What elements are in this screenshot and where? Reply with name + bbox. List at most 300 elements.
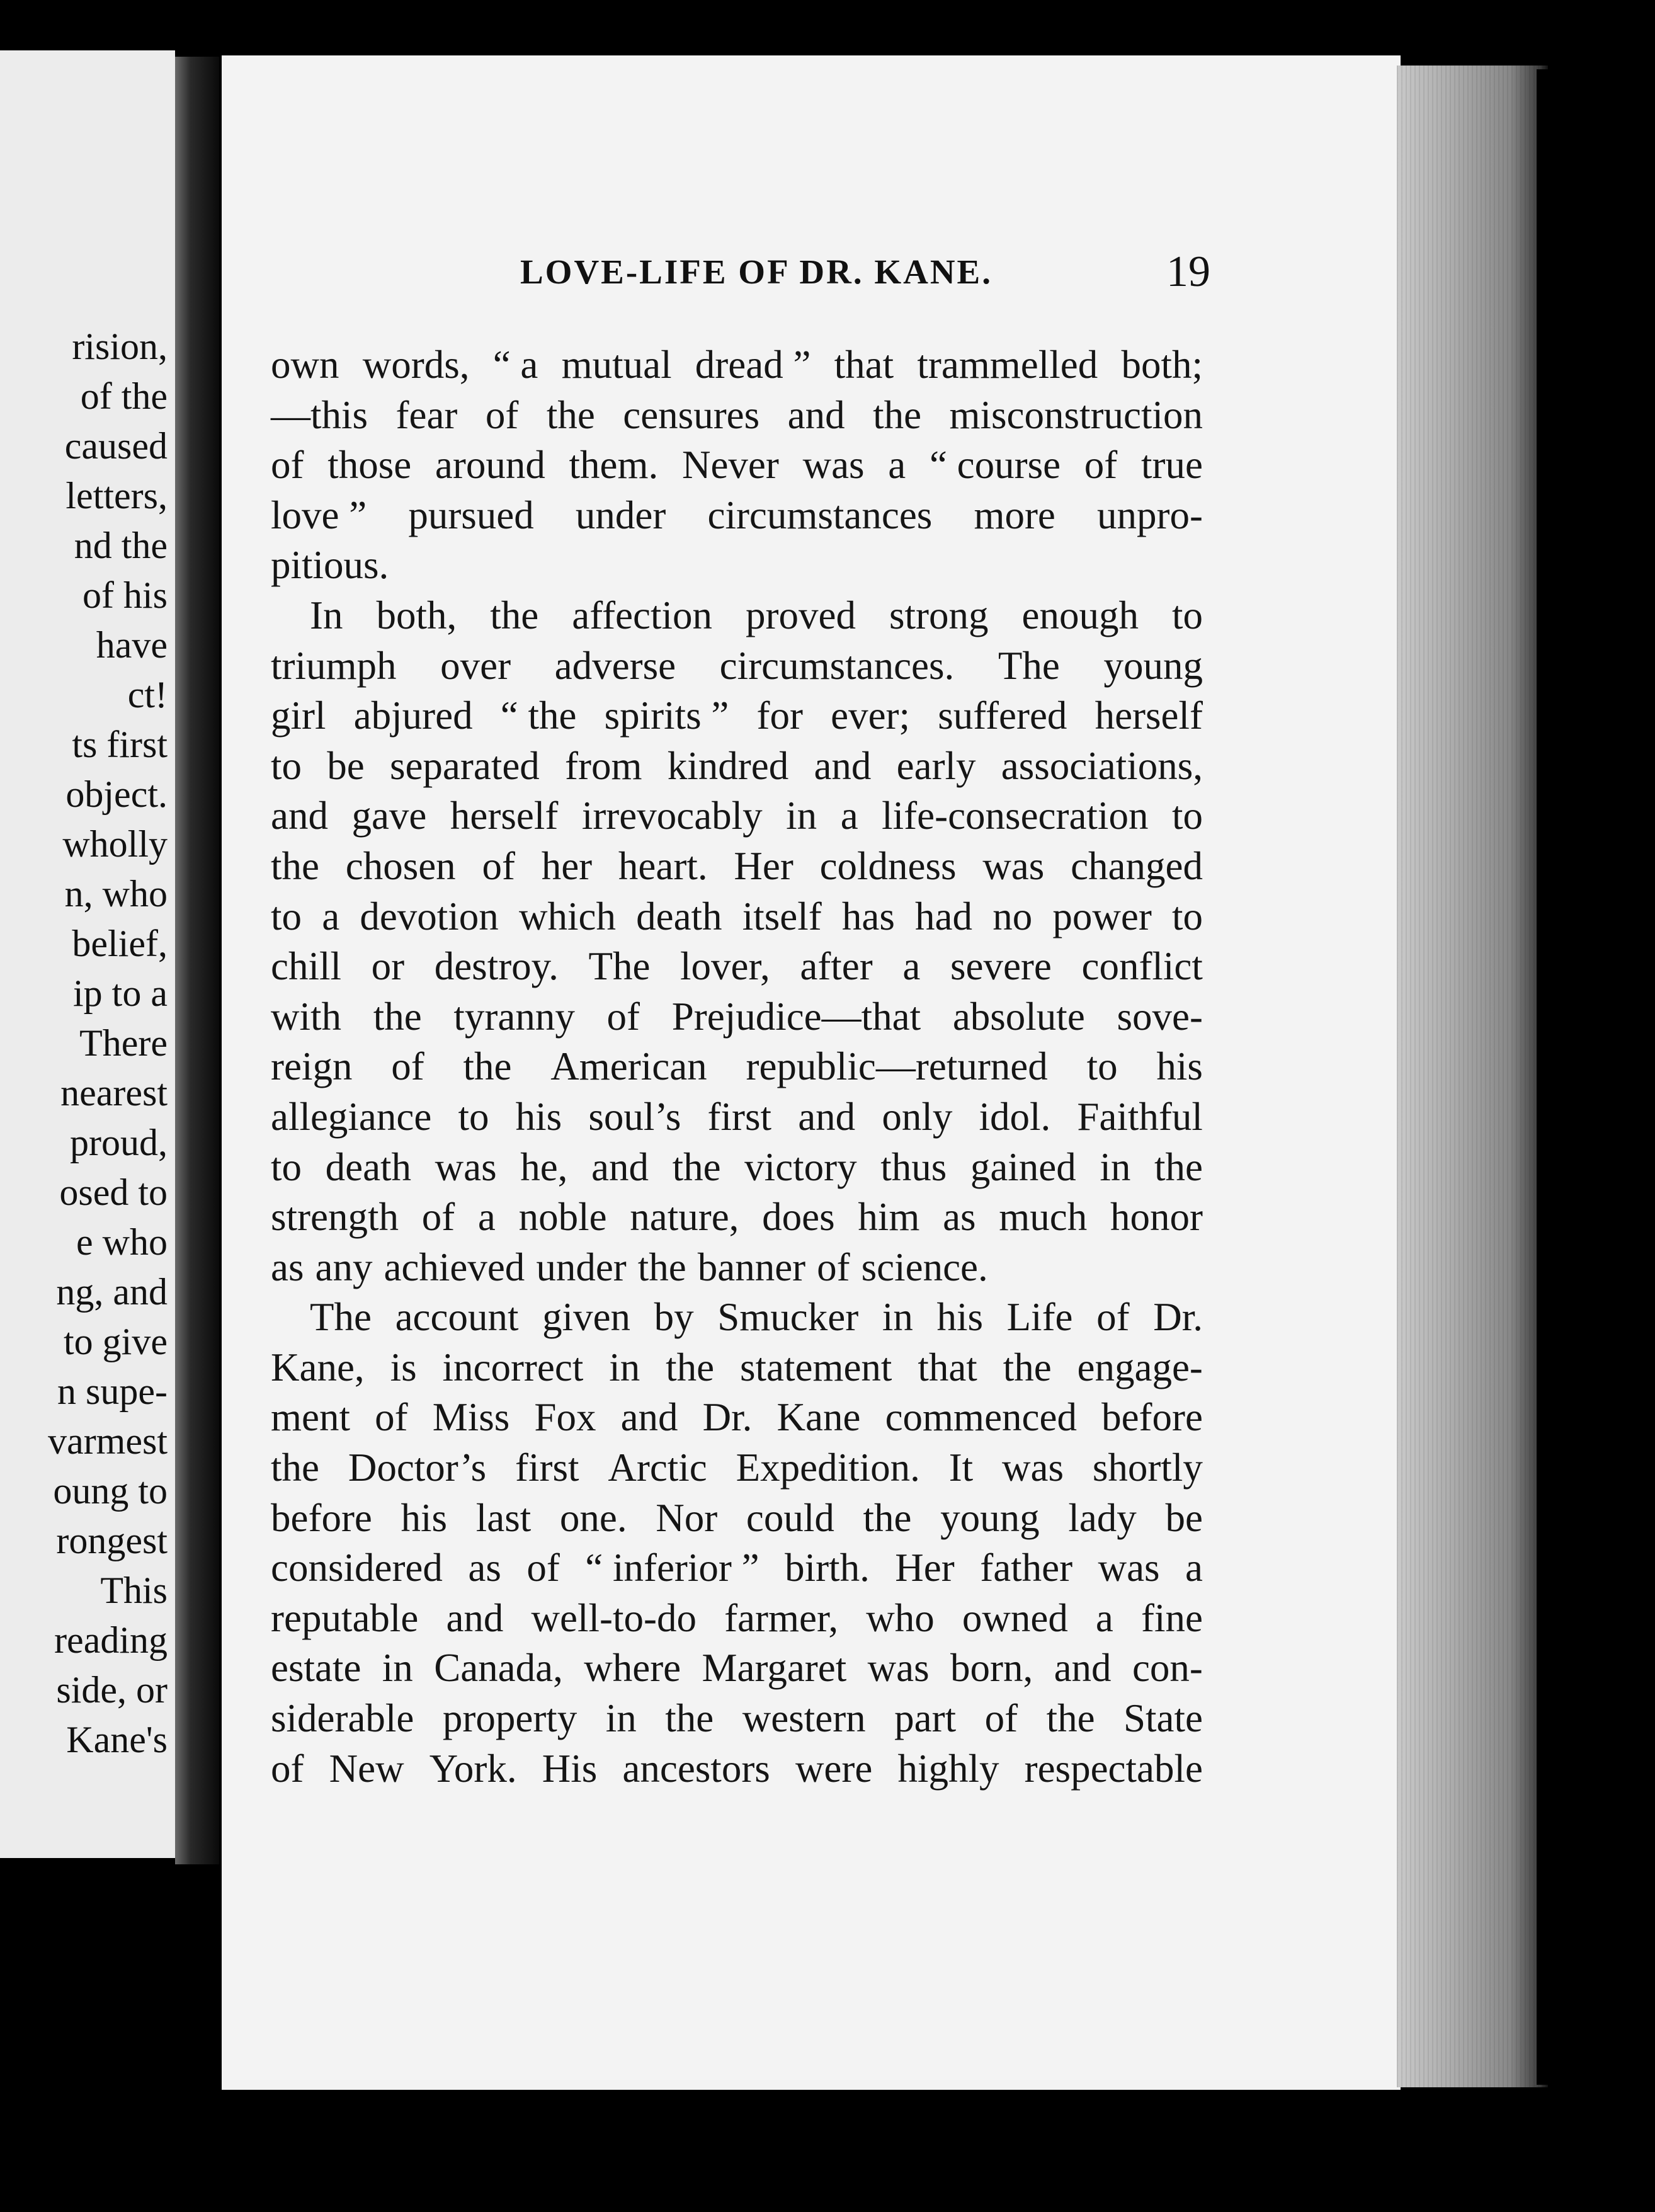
left-page-line: osed to bbox=[59, 1172, 168, 1213]
word: is bbox=[390, 1345, 417, 1389]
word: in bbox=[786, 794, 817, 838]
word: —this bbox=[271, 392, 368, 437]
word: honor bbox=[1110, 1195, 1203, 1240]
word: last bbox=[475, 1495, 532, 1540]
word: censures bbox=[623, 392, 760, 437]
text-line bbox=[271, 892, 1203, 942]
word: the bbox=[873, 392, 922, 437]
left-page-line: have bbox=[96, 624, 168, 666]
word: Her bbox=[734, 843, 793, 888]
word: fine bbox=[1140, 1595, 1203, 1640]
word: and bbox=[620, 1395, 678, 1440]
left-page-line: to give bbox=[64, 1321, 168, 1362]
left-page-line: There bbox=[79, 1022, 168, 1064]
word: ment bbox=[271, 1395, 350, 1440]
left-page-line: ip to a bbox=[73, 972, 168, 1014]
word: who bbox=[866, 1595, 935, 1640]
text-line bbox=[271, 1643, 1203, 1694]
text-line bbox=[271, 491, 1203, 541]
word: The bbox=[588, 944, 651, 989]
word: incorrect bbox=[442, 1345, 584, 1389]
text-line bbox=[271, 841, 1203, 892]
word: any bbox=[315, 1245, 373, 1289]
word: mutual bbox=[561, 343, 672, 387]
word: first bbox=[707, 1094, 772, 1139]
text-line bbox=[271, 1543, 1203, 1593]
word: those bbox=[327, 443, 412, 487]
left-page-line: of the bbox=[80, 375, 168, 417]
word: was bbox=[982, 843, 1045, 888]
left-page-line: Kane's bbox=[66, 1719, 168, 1760]
word: Kane, bbox=[271, 1345, 365, 1389]
text-line bbox=[271, 992, 1203, 1042]
word: strength bbox=[271, 1195, 399, 1240]
word: destroy. bbox=[434, 944, 559, 989]
word: the bbox=[373, 994, 422, 1039]
word: he, bbox=[520, 1144, 568, 1189]
word: Miss bbox=[432, 1395, 510, 1440]
word: soul’s bbox=[588, 1094, 681, 1139]
word: pursued bbox=[408, 493, 534, 537]
word: abjured bbox=[353, 693, 473, 738]
text-line bbox=[271, 1443, 1203, 1493]
word: the bbox=[637, 1245, 686, 1289]
word: the bbox=[546, 392, 595, 437]
text-line bbox=[271, 1593, 1203, 1644]
word: irrevocably bbox=[581, 794, 763, 838]
word: them. bbox=[569, 443, 659, 487]
word: to bbox=[271, 743, 302, 788]
word: reputable bbox=[271, 1595, 419, 1640]
word: the bbox=[666, 1345, 715, 1389]
word: to bbox=[271, 894, 302, 938]
word: own bbox=[271, 343, 339, 387]
text-line bbox=[271, 942, 1203, 992]
word: commenced bbox=[885, 1395, 1077, 1440]
word: has bbox=[841, 894, 895, 938]
word: to bbox=[1171, 794, 1203, 838]
word: misconstruction bbox=[949, 392, 1203, 437]
word: his bbox=[936, 1295, 983, 1340]
word: strong bbox=[889, 593, 989, 637]
left-page-line: reading bbox=[54, 1619, 168, 1661]
word: one. bbox=[559, 1495, 627, 1540]
word: “ the bbox=[500, 693, 577, 738]
word: Life bbox=[1006, 1295, 1073, 1340]
word: considered bbox=[271, 1546, 443, 1590]
left-page-line: rision, bbox=[72, 326, 168, 367]
text-line bbox=[271, 1042, 1203, 1092]
left-page-line: of his bbox=[82, 574, 168, 616]
left-page-line: side, or bbox=[56, 1669, 168, 1711]
word: Doctor’s bbox=[348, 1445, 487, 1490]
word: triumph bbox=[271, 643, 397, 688]
word: over bbox=[440, 643, 511, 688]
left-page-line: nearest bbox=[60, 1072, 168, 1114]
word: lover, bbox=[680, 944, 770, 989]
word: in bbox=[605, 1696, 637, 1741]
word: with bbox=[271, 994, 342, 1039]
word: both; bbox=[1121, 343, 1203, 387]
word: as bbox=[468, 1546, 501, 1590]
word: or bbox=[371, 944, 405, 989]
text-line bbox=[271, 391, 1203, 441]
word: spirits ” bbox=[604, 693, 729, 738]
word: ever; bbox=[831, 693, 911, 738]
text-line bbox=[271, 1694, 1203, 1744]
word: proved bbox=[746, 593, 856, 637]
word: in bbox=[609, 1345, 640, 1389]
word: circumstances bbox=[707, 493, 933, 537]
page-edges bbox=[1397, 66, 1548, 2087]
text-line bbox=[271, 1192, 1203, 1243]
text-line bbox=[271, 440, 1203, 491]
word: republic—returned bbox=[746, 1044, 1048, 1089]
word: her bbox=[541, 843, 593, 888]
word: which bbox=[518, 894, 616, 938]
word: Canada, bbox=[434, 1646, 563, 1690]
word: around bbox=[435, 443, 545, 487]
text-line bbox=[271, 1393, 1203, 1443]
word: was bbox=[867, 1646, 930, 1690]
word: of bbox=[271, 1746, 304, 1791]
word: fear bbox=[395, 392, 458, 437]
word: associations, bbox=[1001, 743, 1203, 788]
word: father bbox=[980, 1546, 1073, 1590]
text-line bbox=[271, 1143, 1203, 1193]
word: for bbox=[756, 693, 803, 738]
word: chosen bbox=[345, 843, 456, 888]
word: no bbox=[992, 894, 1033, 938]
word: The bbox=[310, 1295, 372, 1340]
left-page-line: proud, bbox=[70, 1122, 168, 1163]
word: and bbox=[271, 794, 328, 838]
word: highly bbox=[897, 1746, 999, 1791]
word: pitious. bbox=[271, 543, 389, 588]
left-page-line: oung to bbox=[53, 1470, 168, 1512]
word: in bbox=[382, 1646, 413, 1690]
word: love ” bbox=[271, 493, 367, 537]
word: con- bbox=[1132, 1646, 1203, 1690]
word: under bbox=[536, 1245, 627, 1289]
word: York. bbox=[429, 1746, 517, 1791]
text-line bbox=[271, 641, 1203, 692]
word: Nor bbox=[656, 1495, 718, 1540]
word: both, bbox=[376, 593, 457, 637]
word: words, bbox=[362, 343, 470, 387]
text-line bbox=[271, 340, 1203, 391]
word: death bbox=[325, 1144, 412, 1189]
word: lady bbox=[1068, 1495, 1137, 1540]
word: herself bbox=[1095, 693, 1203, 738]
word: could bbox=[746, 1495, 834, 1540]
word: was bbox=[1098, 1546, 1160, 1590]
word: more bbox=[974, 493, 1055, 537]
word: of bbox=[271, 443, 304, 487]
word: severe bbox=[950, 944, 1052, 989]
word: true bbox=[1140, 443, 1203, 487]
word: of bbox=[817, 1245, 850, 1289]
word: his bbox=[1156, 1044, 1203, 1089]
word: In bbox=[310, 593, 343, 637]
word: to bbox=[458, 1094, 489, 1139]
word: banner bbox=[697, 1245, 806, 1289]
text-line bbox=[271, 1092, 1203, 1143]
word: herself bbox=[450, 794, 559, 838]
word: be bbox=[327, 743, 365, 788]
word: does bbox=[762, 1195, 835, 1240]
left-page-line: e who bbox=[76, 1221, 168, 1263]
text-line bbox=[271, 1243, 1203, 1293]
word: of bbox=[391, 1044, 424, 1089]
word: dread ” bbox=[695, 343, 811, 387]
word: and bbox=[446, 1595, 504, 1640]
word: the bbox=[490, 593, 539, 637]
word: by bbox=[654, 1295, 694, 1340]
word: birth. bbox=[785, 1546, 870, 1590]
text-line bbox=[271, 1292, 1203, 1343]
word: to bbox=[1086, 1044, 1118, 1089]
word: of bbox=[421, 1195, 455, 1240]
book-gutter bbox=[175, 57, 219, 1864]
word: much bbox=[999, 1195, 1088, 1240]
word: chill bbox=[271, 944, 341, 989]
text-line bbox=[271, 791, 1203, 841]
word: enough bbox=[1021, 593, 1139, 637]
left-page-line: letters, bbox=[65, 475, 168, 516]
word: Fox bbox=[534, 1395, 596, 1440]
word: Expedition. bbox=[736, 1445, 920, 1490]
word: conflict bbox=[1081, 944, 1203, 989]
word: the bbox=[271, 1445, 319, 1490]
word: in bbox=[1100, 1144, 1131, 1189]
word: of bbox=[526, 1546, 560, 1590]
word: of bbox=[984, 1696, 1018, 1741]
text-line bbox=[271, 1343, 1203, 1393]
word: engage- bbox=[1077, 1345, 1203, 1389]
word: power bbox=[1052, 894, 1152, 938]
word: Margaret bbox=[702, 1646, 847, 1690]
word: him bbox=[858, 1195, 920, 1240]
word: young bbox=[1103, 643, 1203, 688]
word: unpro- bbox=[1097, 493, 1203, 537]
word: farmer, bbox=[724, 1595, 839, 1640]
word: Faithful bbox=[1077, 1094, 1203, 1139]
word: that bbox=[918, 1345, 977, 1389]
text-line bbox=[271, 540, 1203, 591]
word: owned bbox=[962, 1595, 1068, 1640]
left-page-line: varmest bbox=[48, 1420, 168, 1462]
word: a bbox=[840, 794, 858, 838]
left-page-line: This bbox=[100, 1570, 168, 1611]
word: his bbox=[401, 1495, 448, 1540]
word: only bbox=[882, 1094, 953, 1139]
word: and bbox=[1054, 1646, 1112, 1690]
word: property bbox=[442, 1696, 577, 1741]
word: the bbox=[1003, 1345, 1052, 1389]
word: of bbox=[1096, 1295, 1130, 1340]
word: from bbox=[565, 743, 642, 788]
word: idol. bbox=[979, 1094, 1051, 1139]
word: adverse bbox=[554, 643, 676, 688]
word: first bbox=[515, 1445, 579, 1490]
word: Dr. bbox=[1153, 1295, 1203, 1340]
text-line bbox=[271, 691, 1203, 741]
word: His bbox=[542, 1746, 598, 1791]
word: part bbox=[894, 1696, 957, 1741]
word: sove- bbox=[1117, 994, 1203, 1039]
word: Her bbox=[895, 1546, 955, 1590]
word: a bbox=[888, 443, 906, 487]
word: girl bbox=[271, 693, 326, 738]
left-page-line: ts first bbox=[72, 724, 168, 765]
left-page-line: belief, bbox=[72, 923, 168, 964]
word: the bbox=[271, 843, 319, 888]
word: achieved bbox=[384, 1245, 525, 1289]
body-text bbox=[271, 340, 1203, 1794]
word: and bbox=[798, 1094, 856, 1139]
word: New bbox=[329, 1746, 404, 1791]
word: to bbox=[1171, 894, 1203, 938]
word: death bbox=[636, 894, 722, 938]
word: thus bbox=[880, 1144, 947, 1189]
word: the bbox=[463, 1044, 512, 1089]
left-page-line: n supe- bbox=[57, 1371, 168, 1412]
word: the bbox=[1046, 1696, 1095, 1741]
page-number: 19 bbox=[1166, 248, 1210, 296]
left-facing-page bbox=[0, 50, 175, 1858]
word: Kane bbox=[776, 1395, 861, 1440]
word: before bbox=[271, 1495, 372, 1540]
word: was bbox=[1002, 1445, 1064, 1490]
word: trammelled bbox=[917, 343, 1098, 387]
word: as bbox=[943, 1195, 976, 1240]
word: heart. bbox=[618, 843, 708, 888]
word: well-to-do bbox=[531, 1595, 697, 1640]
word: devotion bbox=[360, 894, 499, 938]
text-line bbox=[271, 1493, 1203, 1544]
word: early bbox=[896, 743, 976, 788]
word: given bbox=[542, 1295, 631, 1340]
word: science. bbox=[861, 1245, 988, 1289]
word: “ a bbox=[492, 343, 538, 387]
word: and bbox=[814, 743, 872, 788]
word: Arctic bbox=[608, 1445, 707, 1490]
word: of bbox=[375, 1395, 408, 1440]
word: western bbox=[742, 1696, 866, 1741]
left-page-line: ct! bbox=[127, 674, 168, 715]
word: gained bbox=[970, 1144, 1076, 1189]
word: Smucker bbox=[717, 1295, 859, 1340]
word: be bbox=[1165, 1495, 1203, 1540]
word: reign bbox=[271, 1044, 353, 1089]
text-line bbox=[271, 741, 1203, 792]
word: a bbox=[1185, 1546, 1203, 1590]
word: estate bbox=[271, 1646, 361, 1690]
word: gave bbox=[351, 794, 427, 838]
word: allegiance bbox=[271, 1094, 432, 1139]
word: the bbox=[672, 1144, 721, 1189]
running-header: LOVE-LIFE OF DR. KANE. bbox=[520, 253, 992, 291]
word: statement bbox=[740, 1345, 892, 1389]
word: that bbox=[834, 343, 894, 387]
word: of bbox=[482, 843, 515, 888]
word: account bbox=[395, 1295, 519, 1340]
left-page-line: nd the bbox=[74, 525, 168, 566]
word: had bbox=[915, 894, 973, 938]
word: and bbox=[591, 1144, 649, 1189]
text-line bbox=[271, 591, 1203, 641]
word: shortly bbox=[1092, 1445, 1203, 1490]
left-page-line: object. bbox=[65, 773, 168, 815]
word: after bbox=[800, 944, 873, 989]
word: his bbox=[515, 1094, 562, 1139]
word: separated bbox=[389, 743, 540, 788]
word: “ course bbox=[929, 443, 1061, 487]
word: a bbox=[477, 1195, 496, 1240]
word: changed bbox=[1071, 843, 1203, 888]
word: ancestors bbox=[622, 1746, 770, 1791]
word: affection bbox=[572, 593, 712, 637]
word: State bbox=[1123, 1696, 1203, 1741]
word: in bbox=[882, 1295, 913, 1340]
word: a bbox=[902, 944, 921, 989]
word: noble bbox=[518, 1195, 607, 1240]
word: life-consecration bbox=[882, 794, 1149, 838]
word: to bbox=[1171, 593, 1203, 637]
word: suffered bbox=[938, 693, 1067, 738]
word: siderable bbox=[271, 1696, 414, 1741]
word: to bbox=[271, 1144, 302, 1189]
word: before bbox=[1101, 1395, 1203, 1440]
word: Dr. bbox=[702, 1395, 753, 1440]
word: as bbox=[271, 1245, 304, 1289]
text-line bbox=[271, 1744, 1203, 1794]
word: Prejudice—that bbox=[671, 994, 921, 1039]
word: circumstances. bbox=[719, 643, 955, 688]
word: a bbox=[1095, 1595, 1113, 1640]
word: under bbox=[575, 493, 666, 537]
word: the bbox=[665, 1696, 714, 1741]
left-page-line: caused bbox=[64, 425, 168, 467]
word: and bbox=[787, 392, 845, 437]
word: American bbox=[550, 1044, 707, 1089]
left-page-line: ng, and bbox=[56, 1271, 168, 1313]
left-page-line: n, who bbox=[64, 873, 168, 915]
word: The bbox=[998, 643, 1060, 688]
left-page-line: wholly bbox=[62, 823, 168, 865]
book-cover-edge bbox=[1537, 69, 1555, 2085]
word: It bbox=[948, 1445, 974, 1490]
word: were bbox=[795, 1746, 873, 1791]
word: of bbox=[1084, 443, 1118, 487]
word: was bbox=[802, 443, 865, 487]
word: kindred bbox=[667, 743, 789, 788]
word: of bbox=[606, 994, 640, 1039]
word: “ inferior ” bbox=[585, 1546, 759, 1590]
word: the bbox=[863, 1495, 912, 1540]
word: of bbox=[485, 392, 519, 437]
word: Never bbox=[681, 443, 779, 487]
word: coldness bbox=[819, 843, 957, 888]
word: respectable bbox=[1024, 1746, 1203, 1791]
word: the bbox=[1154, 1144, 1203, 1189]
word: young bbox=[940, 1495, 1040, 1540]
word: was bbox=[435, 1144, 497, 1189]
word: itself bbox=[742, 894, 822, 938]
left-page-line: rongest bbox=[56, 1520, 168, 1561]
word: a bbox=[322, 894, 340, 938]
